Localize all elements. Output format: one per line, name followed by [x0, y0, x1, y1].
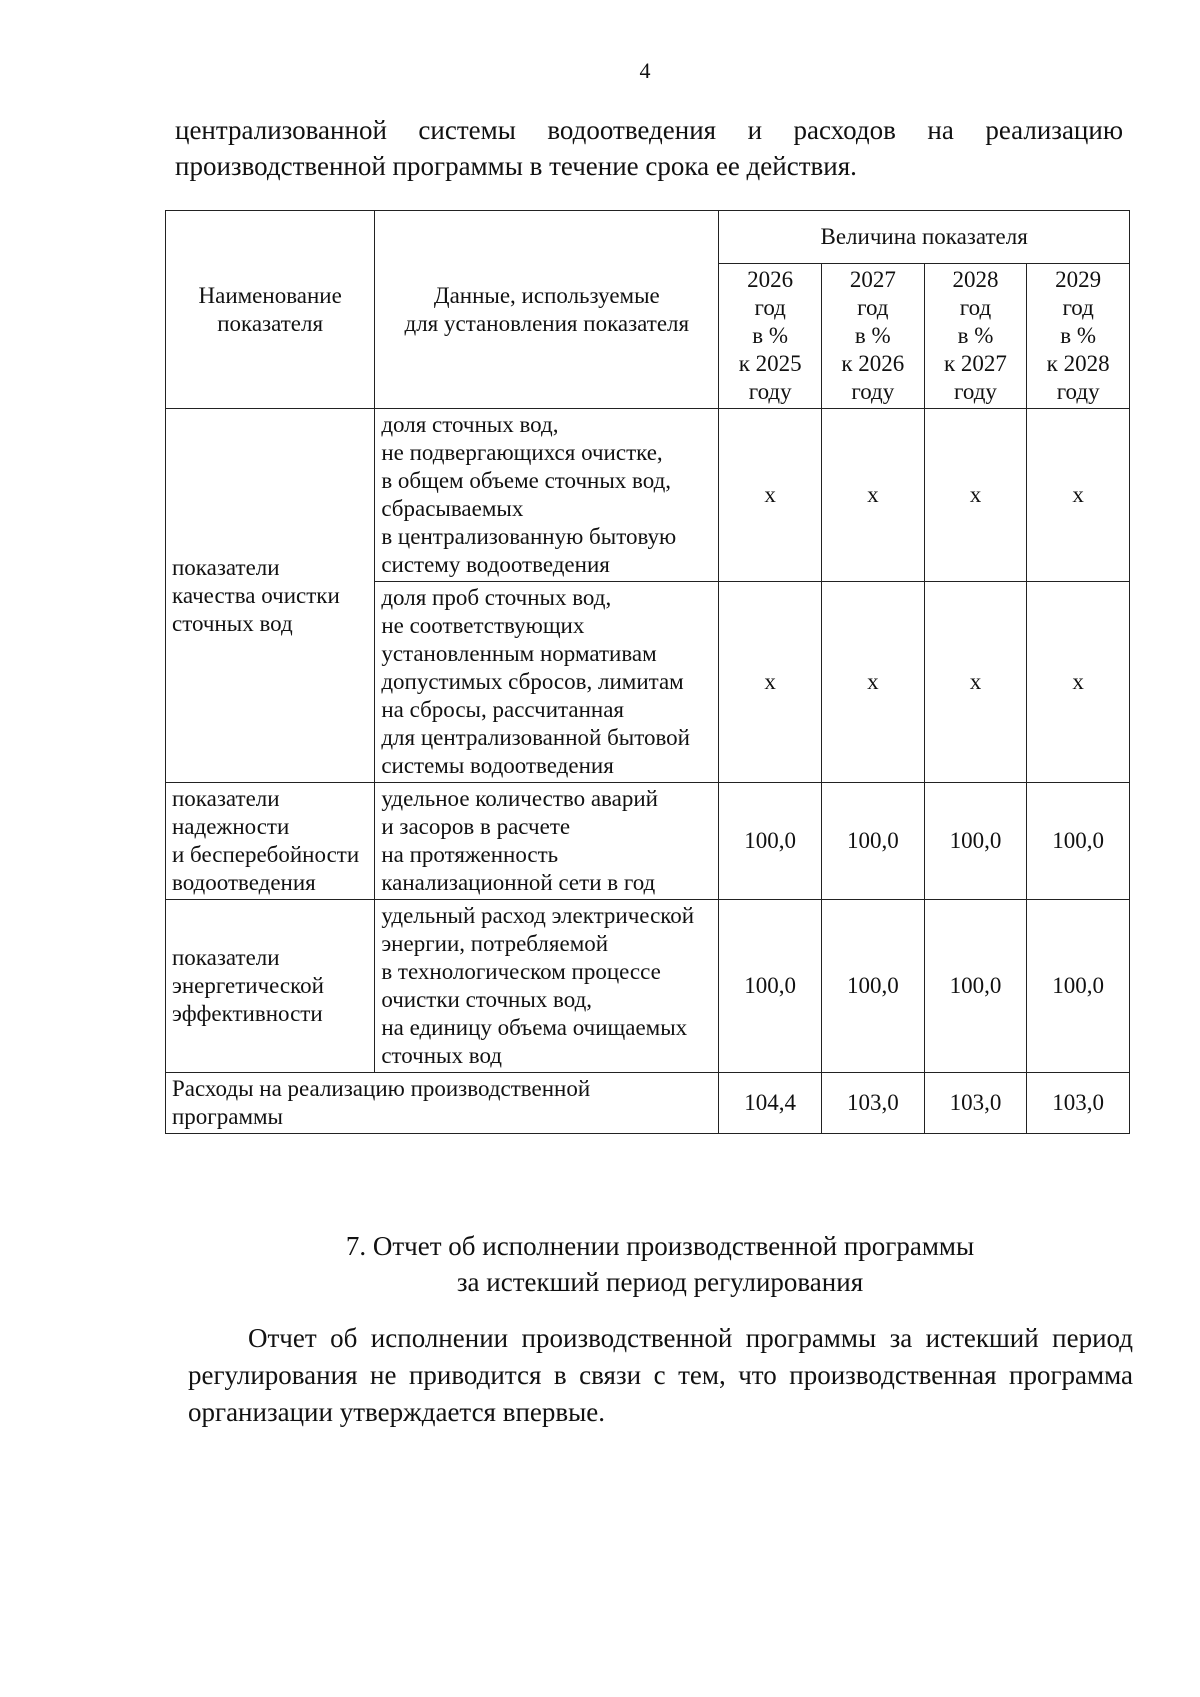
intro-text — [175, 112, 1123, 184]
value-cell: 100,0 — [924, 783, 1027, 900]
value-cell: х — [719, 582, 822, 783]
header-value-group: Величина показателя — [719, 211, 1130, 264]
row-data-samples-share: доля проб сточных вод, не соответствующих установленным нормативам допустимых сбросов, лимитам на сбросы, рассчитанная для централизованной бытовой системы водоотведения — [375, 582, 719, 783]
value-cell: 100,0 — [719, 900, 822, 1073]
section-7-paragraph: Отчет об исполнении производственной программы за истекший период регулирования не приводится в связи с тем, что производственная программа организации утверждается впервые. — [188, 1323, 1133, 1427]
value-cell: 100,0 — [1027, 900, 1130, 1073]
table-header-row — [166, 211, 1130, 264]
table-row-expenses — [166, 1073, 1130, 1134]
value-cell: 103,0 — [821, 1073, 924, 1134]
intro-line-2: производственной программы в течение срока ее действия. — [175, 151, 857, 181]
row-data-untreated-share: доля сточных вод, не подвергающихся очистке, в общем объеме сточных вод, сбрасываемых в централизованную бытовую систему водоотведения — [375, 409, 719, 582]
header-indicator-name: Наименование показателя — [166, 211, 375, 409]
table-row — [166, 900, 1130, 1073]
value-cell: 100,0 — [924, 900, 1027, 1073]
header-data-used: Данные, используемые для установления показателя — [375, 211, 719, 409]
section-7-title-line-1: 7. Отчет об исполнении производственной программы — [345, 1231, 975, 1261]
section-7-title-line-2: за истекший период регулирования — [456, 1267, 864, 1297]
value-cell: 100,0 — [1027, 783, 1130, 900]
group-quality: показатели качества очистки сточных вод — [166, 409, 375, 783]
value-cell: 100,0 — [821, 900, 924, 1073]
row-data-accidents: удельное количество аварий и засоров в расчете на протяженность канализационной сети в год — [375, 783, 719, 900]
header-year-2026: 2026 год в % к 2025 году — [719, 264, 822, 409]
header-year-2028: 2028 год в % к 2027 году — [924, 264, 1027, 409]
value-cell: 103,0 — [924, 1073, 1027, 1134]
expenses-label: Расходы на реализацию производственной программы — [166, 1073, 719, 1134]
row-data-electricity: удельный расход электрической энергии, потребляемой в технологическом процессе очистки сточных вод, на единицу объема очищаемых сточных вод — [375, 900, 719, 1073]
value-cell: 100,0 — [719, 783, 822, 900]
value-cell: 100,0 — [821, 783, 924, 900]
intro-line-1: централизованной системы водоотведения и расходов на реализацию — [175, 115, 1123, 145]
value-cell: х — [924, 582, 1027, 783]
header-year-2027: 2027 год в % к 2026 году — [821, 264, 924, 409]
value-cell: х — [719, 409, 822, 582]
value-cell: 104,4 — [719, 1073, 822, 1134]
header-year-2029: 2029 год в % к 2028 году — [1027, 264, 1130, 409]
value-cell: 103,0 — [1027, 1073, 1130, 1134]
value-cell: х — [821, 582, 924, 783]
table-row — [166, 409, 1130, 582]
group-reliability: показатели надежности и бесперебойности водоотведения — [166, 783, 375, 900]
page-number: 4 — [639, 58, 651, 83]
section-7-heading — [0, 1228, 1200, 1300]
indicators-table — [165, 210, 1130, 1134]
value-cell: х — [821, 409, 924, 582]
value-cell: х — [924, 409, 1027, 582]
value-cell: х — [1027, 582, 1130, 783]
table-row — [166, 783, 1130, 900]
group-energy: показатели энергетической эффективности — [166, 900, 375, 1073]
value-cell: х — [1027, 409, 1130, 582]
